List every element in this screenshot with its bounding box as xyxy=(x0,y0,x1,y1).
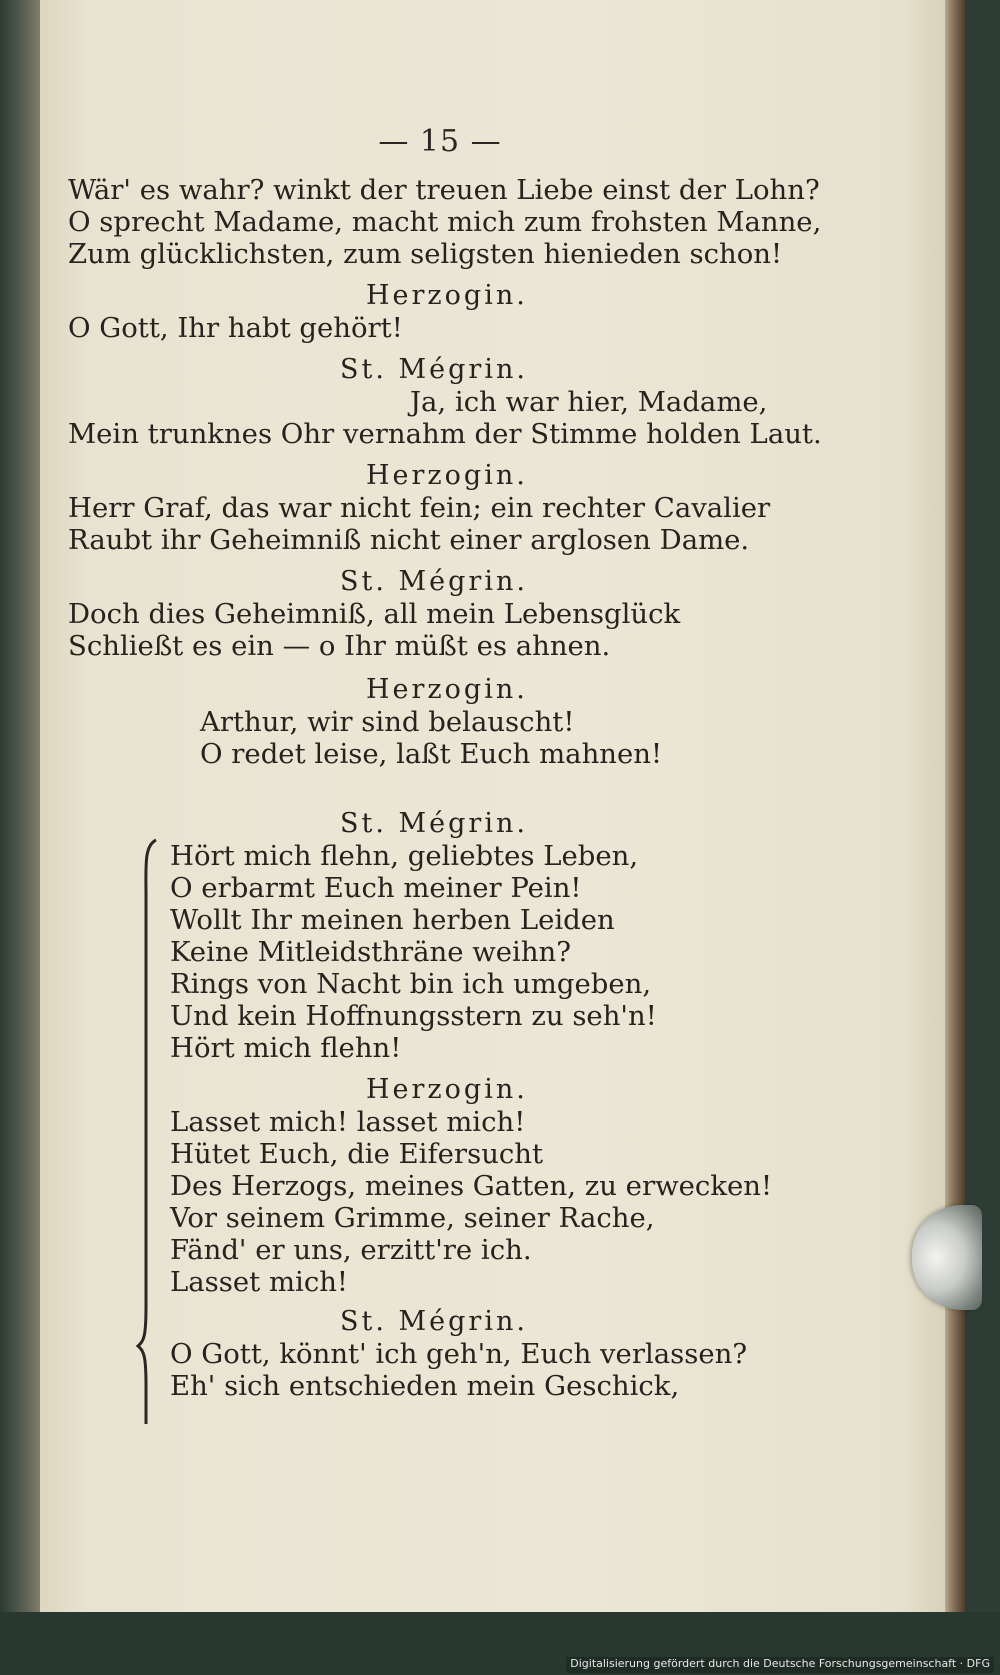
text-line: Wär' es wahr? winkt der treuen Liebe einst der Lohn? xyxy=(68,174,820,206)
text-line: Doch dies Geheimniß, all mein Lebensglück xyxy=(68,598,681,630)
text-line: Rings von Nacht bin ich umgeben, xyxy=(170,968,652,1000)
speaker-name: Herzogin. xyxy=(366,674,528,705)
digitization-credit: Digitalisierung gefördert durch die Deutsche Forschungsgemeinschaft · DFG xyxy=(566,1657,994,1673)
speaker-name: Herzogin. xyxy=(366,280,528,311)
text-line: Schließt es ein — o Ihr müßt es ahnen. xyxy=(68,630,611,662)
speaker-name: St. Mégrin. xyxy=(340,566,528,597)
text-line: Keine Mitleidsthräne weihn? xyxy=(170,936,571,968)
text-line: Raubt ihr Geheimniß nicht einer arglosen Dame. xyxy=(68,524,750,556)
text-line: Des Herzogs, meines Gatten, zu erwecken! xyxy=(170,1170,773,1202)
page-edge xyxy=(945,0,965,1612)
brace-icon xyxy=(136,836,166,1428)
text-line: Arthur, wir sind belauscht! xyxy=(200,706,575,738)
speaker-name: Herzogin. xyxy=(366,460,528,491)
speaker-name: St. Mégrin. xyxy=(340,808,528,839)
text-line: O sprecht Madame, macht mich zum frohsten Manne, xyxy=(68,206,822,238)
text-line: O redet leise, laßt Euch mahnen! xyxy=(200,738,663,770)
text-line: Zum glücklichsten, zum seligsten hienieden schon! xyxy=(68,238,783,270)
text-line: Und kein Hoffnungsstern zu seh'n! xyxy=(170,1000,657,1032)
text-line: Ja, ich war hier, Madame, xyxy=(410,386,768,418)
text-line: Lasset mich! lasset mich! xyxy=(170,1106,526,1138)
text-line: Wollt Ihr meinen herben Leiden xyxy=(170,904,615,936)
text-line: Herr Graf, das war nicht fein; ein rechter Cavalier xyxy=(68,492,771,524)
text-line: O Gott, Ihr habt gehört! xyxy=(68,312,403,344)
text-line: O erbarmt Euch meiner Pein! xyxy=(170,872,582,904)
text-line: Mein trunknes Ohr vernahm der Stimme holden Laut. xyxy=(68,418,822,450)
scan-background xyxy=(965,0,1000,1612)
text-line: Fänd' er uns, erzitt're ich. xyxy=(170,1234,532,1266)
speaker-name: St. Mégrin. xyxy=(340,354,528,385)
text-line: Eh' sich entschieden mein Geschick, xyxy=(170,1370,680,1402)
text-line: Hütet Euch, die Eifersucht xyxy=(170,1138,544,1170)
speaker-name: Herzogin. xyxy=(366,1074,528,1105)
text-line: Lasset mich! xyxy=(170,1266,348,1298)
page-number: — 15 — xyxy=(378,124,502,159)
speaker-name: St. Mégrin. xyxy=(340,1306,528,1337)
text-line: Hört mich flehn, geliebtes Leben, xyxy=(170,840,639,872)
text-line: Vor seinem Grimme, seiner Rache, xyxy=(170,1202,655,1234)
book-spine xyxy=(0,0,44,1612)
text-line: O Gott, könnt' ich geh'n, Euch verlassen? xyxy=(170,1338,748,1370)
text-line: Hört mich flehn! xyxy=(170,1032,402,1064)
